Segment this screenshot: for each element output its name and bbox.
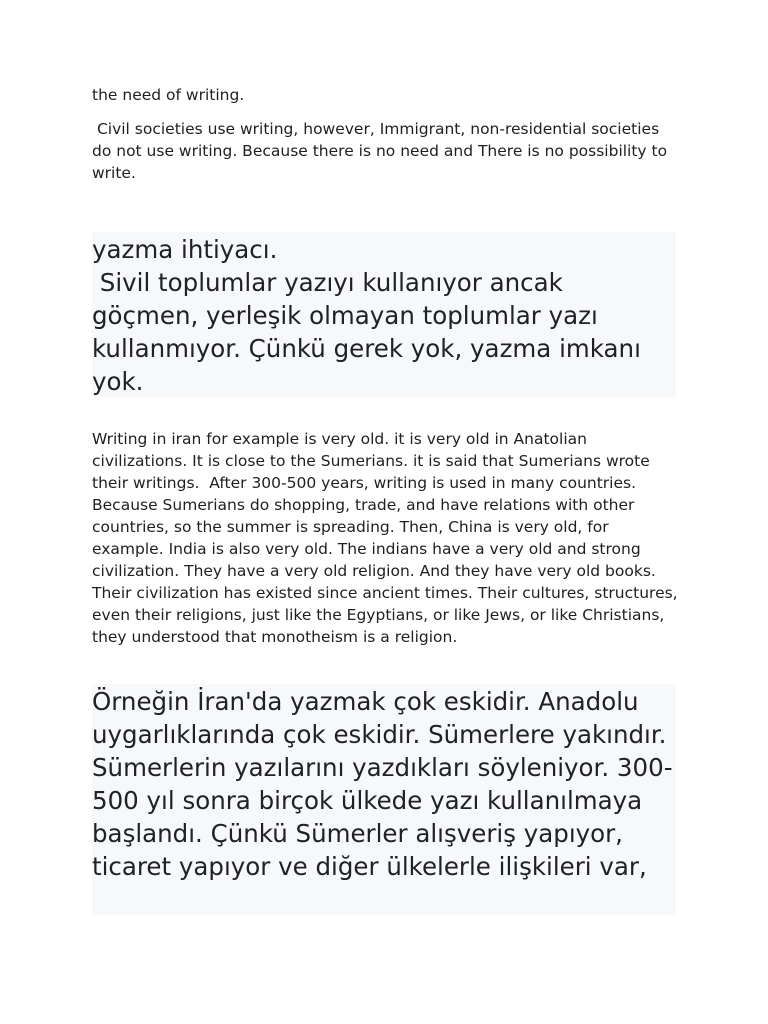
- turkish-translation-block: yazma ihtiyacı. Sivil toplumlar yazıyı kullanıyor ancak göçmen, yerleşik olmayan toplumlar yazı kullanmıyor. Çünkü gerek yok, yazma imkanı yok.: [92, 232, 676, 397]
- english-paragraph: Civil societies use writing, however, Immigrant, non-residential societies do not use writing. Because there is no need and There is no possibility to write.: [92, 120, 673, 182]
- english-paragraph: Writing in iran for example is very old. it is very old in Anatolian civilizations. It is close to the Sumerians. it is said that Sumerians wrote their writings. After 300-500 years, writing is used in many countries. Because Sumerians do shopping, trade, and have relations with other countries, so the summer is spreading. Then, China is very old, for example. India is also very old. The indians have a very old and strong civilization. They have a very old religion. And they have very old books. Their civilization has existed since ancient times. Their cultures, structures, even their religions, just like the Egyptians, or like Jews, or like Christians, they understood that monotheism is a religion.: [92, 430, 683, 646]
- turkish-translation-block: Örneğin İran'da yazmak çok eskidir. Anadolu uygarlıklarında çok eskidir. Sümerlere yakındır. Sümerlerin yazılarını yazdıkları söyleniyor. 300-500 yıl sonra birçok ülkede yazı kullanılmaya başlandı. Çünkü Sümerler alışveriş yapıyor, ticaret yapıyor ve diğer ülkelerle ilişkileri var,: [92, 684, 676, 915]
- english-paragraph: the need of writing.: [92, 86, 245, 104]
